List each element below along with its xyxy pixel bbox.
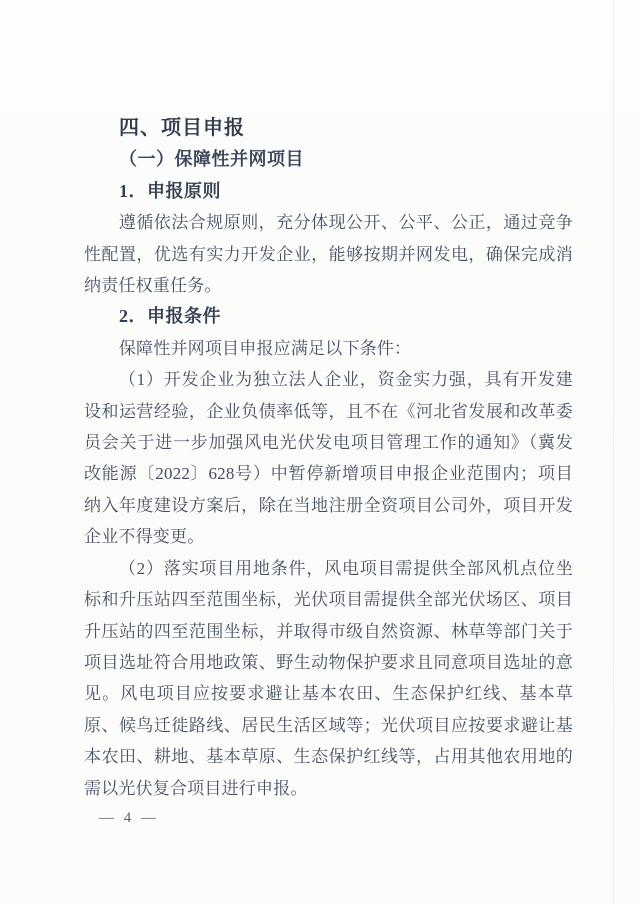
page-number: — 4 — bbox=[99, 810, 159, 826]
heading-guaranteed-grid-connection-projects: （一）保障性并网项目 bbox=[119, 149, 304, 170]
heading-application-conditions: 2．申报条件 bbox=[119, 306, 221, 327]
heading-project-application: 四、项目申报 bbox=[119, 117, 245, 139]
scan-edge-artifact bbox=[613, 0, 614, 904]
paragraph-application-principles: 遵循依法合规原则，充分体现公开、公平、公正，通过竞争性配置，优选有实力开发企业，能够按期并网发电，确保完成消纳责任权重任务。 bbox=[84, 213, 573, 296]
paragraph-conditions-intro: 保障性并网项目申报应满足以下条件： bbox=[118, 338, 412, 358]
document-content bbox=[84, 113, 573, 804]
paragraph-condition-2-land-use: （2）落实项目用地条件，风电项目需提供全部风机点位坐标和升压站四至范围坐标，光伏项目需提供全部光伏场区、项目升压站的四至范围坐标，并取得市级自然资源、林草等部门关于项目选址符合用地政策、野生动物保护要求且同意项目选址的意见。风电项目应按要求避让基本农田、生态保护红线、基本草原、候鸟迁徙路线、居民生活区域等；光伏项目应按要求避让基本农田、耕地、基本草原、生态保护红线等，占用其他农用地的需以光伏复合项目进行申报。 bbox=[84, 558, 573, 798]
paragraph-condition-1-enterprise-qualification: （1）开发企业为独立法人企业，资金实力强，具有开发建设和运营经验，企业负债率低等，且不在《河北省发展和改革委员会关于进一步加强风电光伏发电项目管理工作的通知》（冀发改能源〔2022〕628号）中暂停新增项目申报企业范围内；项目纳入年度建设方案后，除在当地注册全资项目公司外，项目开发企业不得变更。 bbox=[84, 370, 573, 547]
heading-application-principles: 1．申报原则 bbox=[119, 180, 221, 201]
